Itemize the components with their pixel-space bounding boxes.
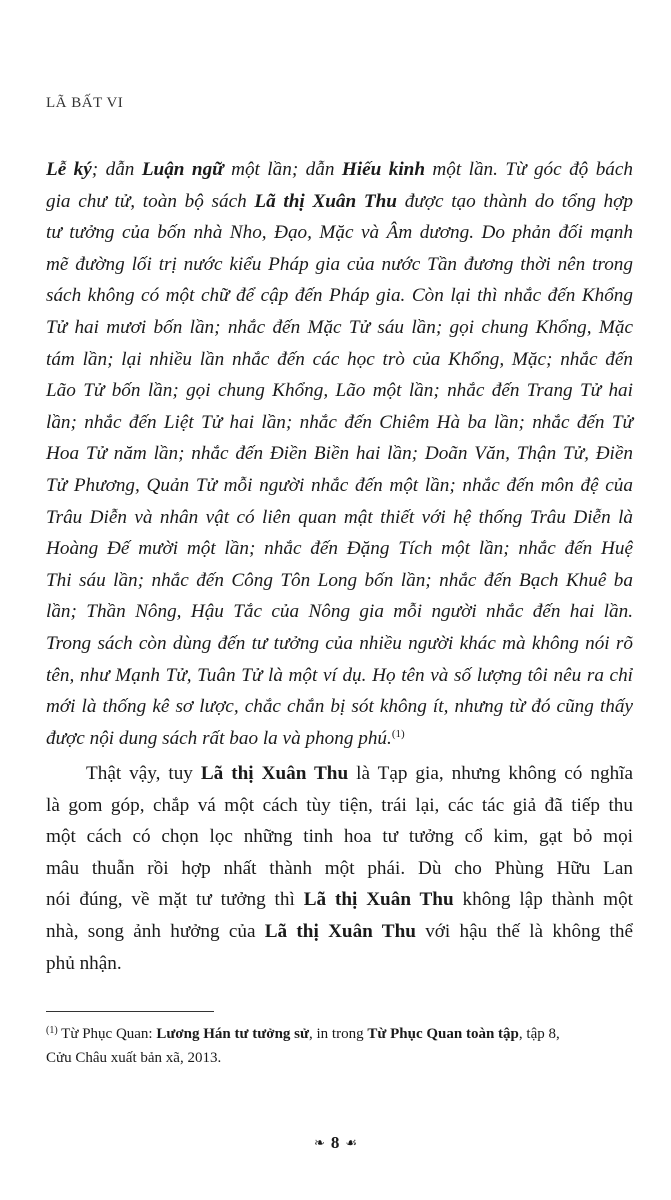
title-la-thi-xuan-thu: Lã thị Xuân Thu [200,763,349,784]
title-la-thi-xuan-thu: Lã thị Xuân Thu [264,920,416,942]
text-run: với hậu thế là không thể [415,920,633,942]
text-line [46,758,633,790]
text-line: tư tưởng của bốn nhà Nho, Đạo, Mặc và Âm dương. Do phản đối mạnh [46,222,633,244]
text-line: Hoa Tử năm lần; nhắc đến Điền Biền hai lần; Doãn Văn, Thận Tử, Điền [46,443,633,465]
ornament-left-icon: ❧ [313,1135,325,1150]
footnote-divider [46,1011,214,1012]
text-line: là gom góp, chắp vá một cách tùy tiện, trái lại, các tác giả đã tiếp thu [46,794,633,816]
text-run: được nội dung sách rất bao la và phong phú. [46,727,392,749]
text-run: gia chư tử, toàn bộ sách [46,190,255,212]
paragraph-1 [46,154,633,754]
text-run: được tạo thành do tổng hợp [396,190,633,212]
text-line: Hoàng Đế mười một lần; nhắc đến Đặng Tích một lần; nhắc đến Huệ [46,538,633,560]
text-run: nói đúng, về mặt tư tưởng thì [46,889,304,911]
text-line: Thi sáu lần; nhắc đến Công Tôn Long bốn lần; nhắc đến Bạch Khuê ba [46,569,633,591]
text-line: mẽ đường lối trị nước kiểu Pháp gia của nước Tần đương thời nên trong [46,253,633,275]
footnote-book-title: Lương Hán tư tưởng sử [156,1026,310,1042]
text-line: lần; nhắc đến Liệt Tử hai lần; nhắc đến Chiêm Hà ba lần; nhắc đến Tử [46,411,633,433]
footnote-marker: (1) [46,1025,58,1036]
text-line: Tử Phương, Quản Tử mỗi người nhắc đến một lần; nhắc đến môn đệ của [46,474,633,496]
text-run: nhà, song ảnh hưởng của [46,920,265,942]
text-run: là Tạp gia, nhưng không có nghĩa [348,763,634,784]
ornament-right-icon: ☙ [345,1135,358,1150]
text-run: Thật vậy, tuy [86,763,201,784]
text-line: mới là thống kê sơ lược, chắc chắn bị sót không ít, nhưng từ đó cũng thấy [46,696,633,718]
text-line: Tử hai mươi bốn lần; nhắc đến Mặc Tử sáu lần; gọi chung Khổng, Mặc [46,316,633,338]
footnote-line-1 [46,1022,636,1046]
title-la-thi-xuan-thu: Lã thị Xuân Thu [303,889,454,911]
text-line: tám lần; lại nhiều lần nhắc đến các học trò của Khổng, Mặc; nhắc đến [46,348,633,370]
page-number-folio [0,1133,671,1153]
text-line: một cách có chọn lọc những tinh hoa tư tưởng cổ kim, gạt bỏ mọi [46,826,633,848]
title-le-ky: Lễ ký [46,159,92,180]
title-luan-ngu: Luận ngữ [141,159,224,180]
text-line: lần; Thần Nông, Hậu Tắc của Nông gia mỗi người nhắc đến hai lần. [46,601,633,623]
text-line: phủ nhận. [46,952,122,974]
text-line [46,186,633,218]
text-run: ; dẫn [91,159,142,180]
text-run: một lần. Từ góc độ bách [425,159,633,180]
text-run: không lập thành một [453,889,634,911]
text-run: , tập 8, [518,1026,560,1042]
title-la-thi-xuan-thu: Lã thị Xuân Thu [254,190,397,212]
text-run: một lần; dẫn [223,159,342,180]
text-line: tên, như Mạnh Tử, Tuân Tử là một ví dụ. Họ tên và số lượng tôi nêu ra chỉ [46,664,633,686]
text-line [46,884,633,916]
footnote [46,1022,636,1070]
text-line: Lão Tử bốn lần; gọi chung Khổng, Lão một lần; nhắc đến Trang Tử hai [46,380,633,402]
footnote-collection-title: Từ Phục Quan toàn tập [367,1026,519,1042]
title-hieu-kinh: Hiếu kinh [341,159,425,180]
footnote-reference[interactable]: (1) [391,727,405,740]
text-line: sách không có một chữ để cập đến Pháp gia. Còn lại thì nhắc đến Khổng [46,285,633,307]
text-line [46,723,633,755]
text-run: Từ Phục Quan: [57,1026,157,1042]
page-number: 8 [330,1133,340,1152]
text-line: Trong sách còn dùng đến tư tưởng của nhiều người khác mà không nói rõ [46,632,633,654]
text-line: Trâu Diễn và nhân vật có liên quan mật thiết với hệ thống Trâu Diễn là [46,506,633,528]
running-head: LÃ BẤT VI [46,95,124,111]
text-line: mâu thuẫn rồi hợp nhất thành một phái. Dù cho Phùng Hữu Lan [46,857,633,879]
footnote-line-2: Cửu Châu xuất bản xã, 2013. [46,1050,222,1066]
text-line [46,154,633,186]
text-line [46,916,633,948]
paragraph-2 [46,758,633,979]
text-run: , in trong [309,1026,368,1042]
